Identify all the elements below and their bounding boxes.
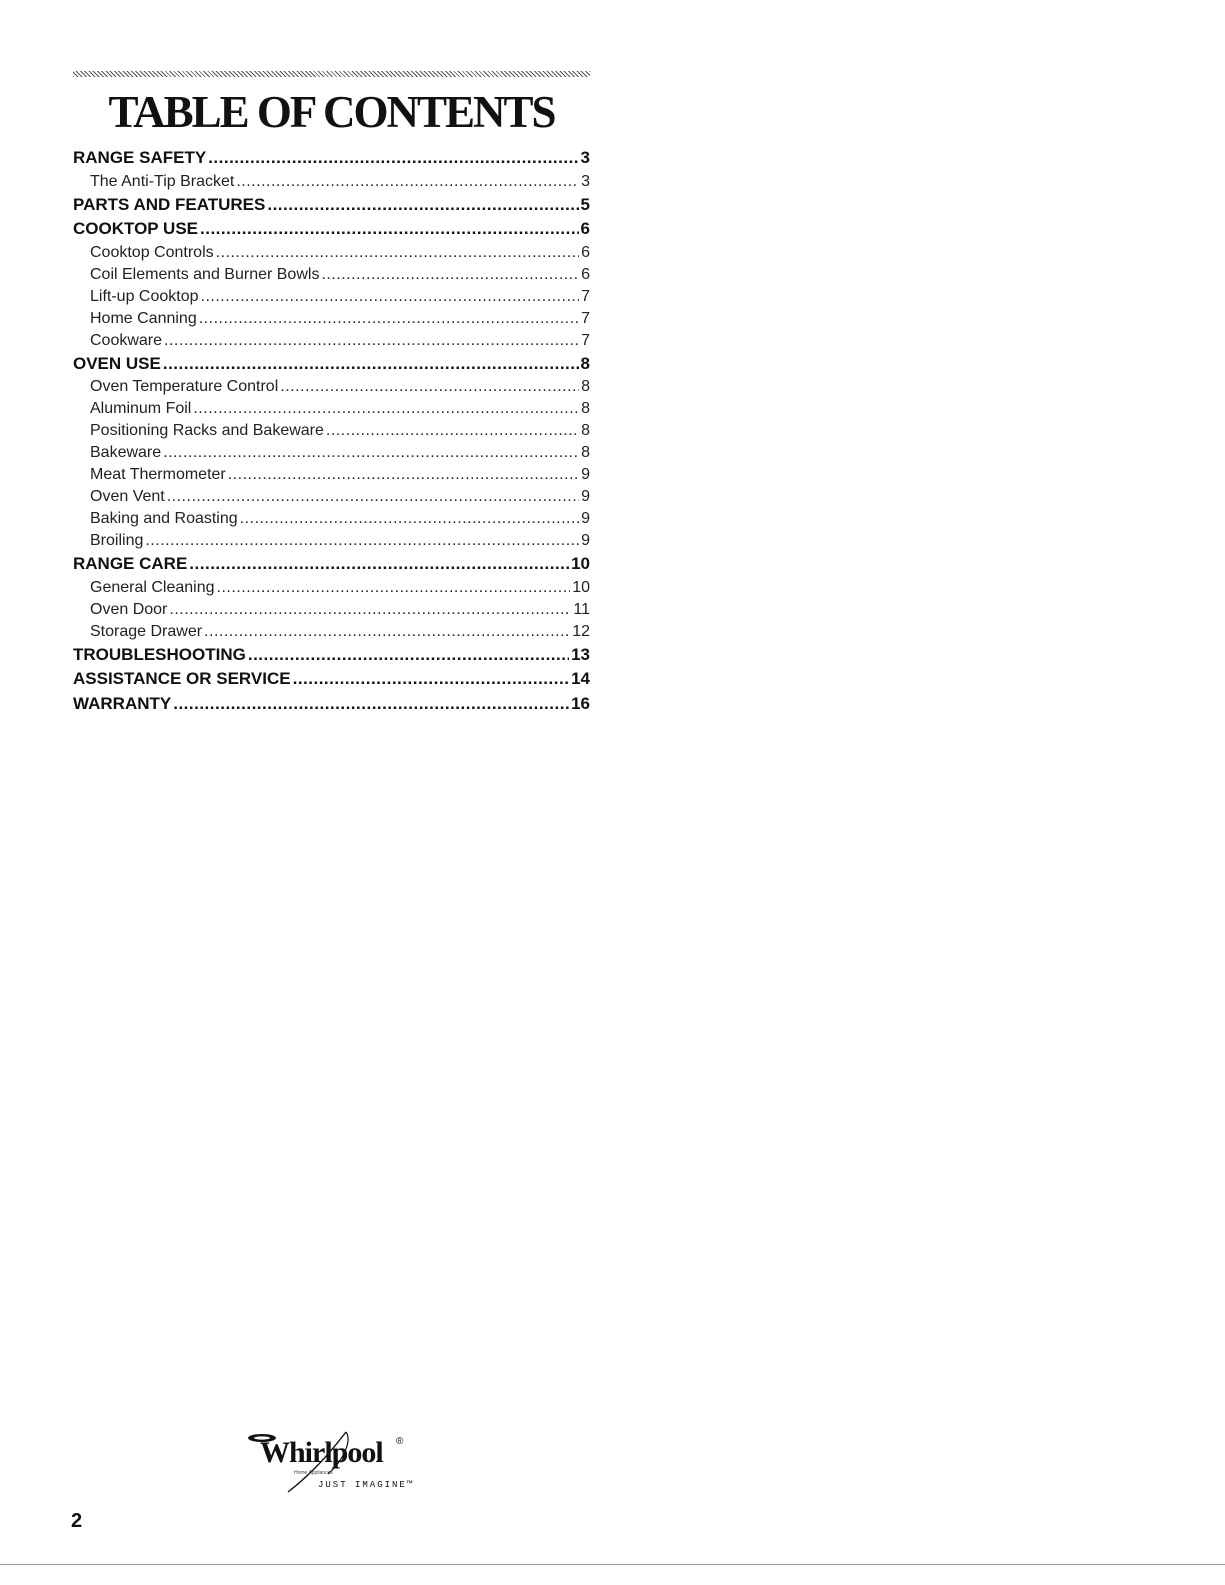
dot-leader bbox=[193, 398, 579, 420]
registered-mark: ® bbox=[396, 1436, 404, 1447]
toc-subsection-entry bbox=[73, 486, 590, 508]
dot-leader bbox=[204, 621, 570, 643]
toc-entry-label: RANGE CARE bbox=[73, 554, 188, 573]
toc-section-entry bbox=[73, 692, 590, 717]
toc-entry-page-number: 10 bbox=[572, 578, 590, 596]
toc-entry-page-number: 8 bbox=[580, 353, 590, 373]
toc-subsection-entry bbox=[73, 330, 590, 352]
dot-leader bbox=[216, 242, 579, 264]
toc-section-entry bbox=[73, 667, 590, 692]
toc-entry-page-number: 16 bbox=[571, 693, 590, 713]
toc-subsection-entry bbox=[73, 599, 590, 621]
toc-subsection-entry bbox=[73, 577, 590, 599]
toc-entry-label: Oven Vent bbox=[90, 488, 165, 505]
toc-entry-page-number: 3 bbox=[580, 148, 590, 167]
dot-leader bbox=[267, 193, 578, 218]
bottom-rule bbox=[0, 1564, 1225, 1565]
dot-leader bbox=[163, 352, 579, 377]
toc-entry-label: General Cleaning bbox=[90, 578, 215, 596]
dot-leader bbox=[201, 286, 580, 308]
toc-entry-page-number: 6 bbox=[580, 219, 590, 238]
toc-entry-page-number: 12 bbox=[572, 622, 590, 640]
toc-section-entry bbox=[73, 352, 590, 377]
toc-entry-label: RANGE SAFETY bbox=[73, 148, 207, 167]
toc-entry-label: Broiling bbox=[90, 532, 144, 549]
logo-subtitle: Home Appliances bbox=[294, 1470, 333, 1476]
toc-entry-page-number: 6 bbox=[581, 243, 590, 261]
toc-subsection-entry bbox=[73, 398, 590, 420]
logo-tagline: JUST IMAGINE™ bbox=[318, 1480, 415, 1490]
toc-subsection-entry bbox=[73, 308, 590, 330]
toc-entry-label: Cookware bbox=[90, 331, 163, 349]
toc-entry-label: OVEN USE bbox=[73, 353, 161, 373]
toc-subsection-entry bbox=[73, 621, 590, 643]
toc-section-entry bbox=[73, 643, 590, 668]
toc-entry-page-number: 11 bbox=[573, 600, 590, 618]
toc-entry-page-number: 13 bbox=[571, 644, 590, 664]
toc-entry-label: ASSISTANCE OR SERVICE bbox=[73, 669, 291, 688]
toc-subsection-entry bbox=[73, 376, 590, 398]
toc-entry-label: Baking and Roasting bbox=[90, 510, 238, 527]
dot-leader bbox=[163, 442, 579, 464]
logo-wordmark: Whirlpool bbox=[260, 1436, 383, 1469]
dot-leader bbox=[217, 577, 571, 599]
toc-section-entry bbox=[73, 552, 590, 577]
toc-entry-page-number: 7 bbox=[581, 331, 590, 349]
toc-entry-page-number: 9 bbox=[581, 488, 590, 505]
toc-entry-page-number: 8 bbox=[581, 400, 590, 417]
toc-entry-page-number: 8 bbox=[581, 378, 590, 395]
page-title: TABLE OF CONTENTS bbox=[108, 87, 555, 137]
toc-entry-label: Lift-up Cooktop bbox=[90, 287, 199, 305]
dot-leader bbox=[326, 420, 579, 442]
toc-subsection-entry bbox=[73, 442, 590, 464]
toc-entry-page-number: 8 bbox=[581, 422, 590, 439]
toc-subsection-entry bbox=[73, 508, 590, 530]
dot-leader bbox=[280, 376, 579, 398]
toc-entry-label: Oven Door bbox=[90, 600, 168, 618]
toc-subsection-entry bbox=[73, 242, 590, 264]
toc-entry-label: Storage Drawer bbox=[90, 622, 203, 640]
toc-entry-page-number: 3 bbox=[581, 172, 590, 190]
dot-leader bbox=[167, 486, 579, 508]
dot-leader bbox=[240, 508, 579, 530]
toc-entry-label: Aluminum Foil bbox=[90, 400, 192, 417]
toc-subsection-entry bbox=[73, 464, 590, 486]
dot-leader bbox=[228, 464, 579, 486]
toc-section-entry bbox=[73, 217, 590, 242]
toc-entry-label: Positioning Racks and Bakeware bbox=[90, 422, 324, 439]
toc-entry-label: Bakeware bbox=[90, 444, 162, 461]
toc-subsection-entry bbox=[73, 286, 590, 308]
toc-subsection-entry bbox=[73, 171, 590, 193]
dot-leader bbox=[145, 530, 579, 552]
toc-entry-label: Coil Elements and Burner Bowls bbox=[90, 265, 320, 283]
toc-entry-label: Home Canning bbox=[90, 309, 197, 327]
toc-entry-label: TROUBLESHOOTING bbox=[73, 644, 246, 664]
toc-subsection-entry bbox=[73, 420, 590, 442]
toc-entry-label: Oven Temperature Control bbox=[90, 378, 279, 395]
toc-entry-page-number: 9 bbox=[581, 532, 590, 549]
toc-entry-label: The Anti-Tip Bracket bbox=[90, 172, 235, 190]
dot-leader bbox=[173, 692, 569, 717]
dot-leader bbox=[199, 308, 579, 330]
dot-leader bbox=[321, 264, 579, 286]
toc-entry-page-number: 5 bbox=[580, 194, 590, 214]
dot-leader bbox=[208, 146, 578, 171]
toc-entry-page-number: 8 bbox=[581, 444, 590, 461]
dot-leader bbox=[164, 330, 579, 352]
toc-entry-page-number: 9 bbox=[581, 466, 590, 483]
dot-leader bbox=[293, 667, 569, 692]
toc-entry-page-number: 9 bbox=[581, 510, 590, 527]
top-rule bbox=[73, 71, 590, 77]
toc-entry-page-number: 6 bbox=[581, 265, 590, 283]
toc-subsection-entry bbox=[73, 530, 590, 552]
page-number: 2 bbox=[71, 1510, 83, 1532]
dot-leader bbox=[248, 643, 569, 668]
whirlpool-logo bbox=[240, 1430, 445, 1498]
toc-section-entry bbox=[73, 193, 590, 218]
toc-entry-page-number: 14 bbox=[571, 669, 590, 688]
toc-entry-label: Cooktop Controls bbox=[90, 243, 214, 261]
toc-section-entry bbox=[73, 146, 590, 171]
toc-entry-label: WARRANTY bbox=[73, 693, 172, 713]
toc-entry-label: Meat Thermometer bbox=[90, 466, 226, 483]
toc-entry-label: PARTS AND FEATURES bbox=[73, 194, 266, 214]
dot-leader bbox=[200, 217, 579, 242]
dot-leader bbox=[236, 171, 579, 193]
dot-leader bbox=[189, 552, 569, 577]
toc-subsection-entry bbox=[73, 264, 590, 286]
dot-leader bbox=[169, 599, 571, 621]
toc-entry-page-number: 7 bbox=[581, 309, 590, 327]
table-of-contents bbox=[73, 146, 590, 716]
toc-entry-page-number: 10 bbox=[571, 554, 590, 573]
toc-entry-label: COOKTOP USE bbox=[73, 219, 199, 238]
toc-entry-page-number: 7 bbox=[581, 287, 590, 305]
